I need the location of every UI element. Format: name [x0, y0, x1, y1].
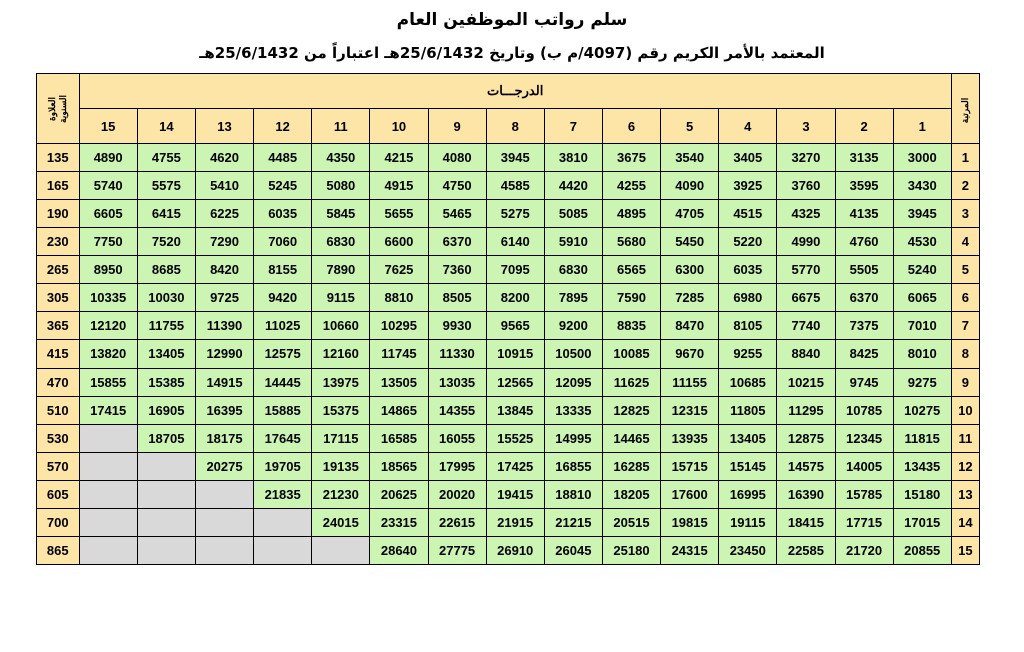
salary-cell: 5845 [312, 200, 370, 228]
salary-cell: 4325 [777, 200, 835, 228]
rank-header [951, 74, 979, 144]
salary-cell: 5220 [719, 228, 777, 256]
salary-cell: 20515 [602, 508, 660, 536]
salary-cell: 19705 [254, 452, 312, 480]
allowance-cell: 605 [37, 480, 80, 508]
rank-cell: 10 [951, 396, 979, 424]
salary-cell: 9115 [312, 284, 370, 312]
salary-cell: 6140 [486, 228, 544, 256]
grade-header-12: 12 [254, 109, 312, 144]
salary-cell: 15180 [893, 480, 951, 508]
salary-cell: 7060 [254, 228, 312, 256]
salary-cell: 5680 [602, 228, 660, 256]
salary-cell: 9200 [544, 312, 602, 340]
salary-cell: 5245 [254, 172, 312, 200]
salary-cell: 3270 [777, 144, 835, 172]
grade-numbers-row [37, 109, 980, 144]
salary-cell: 11755 [137, 312, 195, 340]
salary-cell: 13435 [893, 452, 951, 480]
salary-cell: 15715 [661, 452, 719, 480]
salary-cell: 19115 [719, 508, 777, 536]
empty-cell [79, 536, 137, 564]
salary-cell: 5655 [370, 200, 428, 228]
salary-cell: 12565 [486, 368, 544, 396]
table-row [37, 228, 980, 256]
table-row [37, 312, 980, 340]
salary-cell: 23315 [370, 508, 428, 536]
salary-cell: 5410 [195, 172, 253, 200]
table-row [37, 452, 980, 480]
salary-cell: 4750 [428, 172, 486, 200]
grade-header-4: 4 [719, 109, 777, 144]
salary-cell: 14355 [428, 396, 486, 424]
salary-cell: 3760 [777, 172, 835, 200]
salary-cell: 18565 [370, 452, 428, 480]
table-row [37, 200, 980, 228]
empty-cell [79, 452, 137, 480]
salary-cell: 9255 [719, 340, 777, 368]
salary-cell: 13405 [719, 424, 777, 452]
salary-cell: 11330 [428, 340, 486, 368]
salary-cell: 14915 [195, 368, 253, 396]
salary-cell: 21230 [312, 480, 370, 508]
salary-cell: 7740 [777, 312, 835, 340]
salary-cell: 14865 [370, 396, 428, 424]
grade-header-5: 5 [661, 109, 719, 144]
salary-cell: 3925 [719, 172, 777, 200]
salary-cell: 16285 [602, 452, 660, 480]
allowance-header-label [47, 95, 69, 123]
salary-cell: 14445 [254, 368, 312, 396]
empty-cell [79, 508, 137, 536]
salary-cell: 7360 [428, 256, 486, 284]
salary-cell: 26910 [486, 536, 544, 564]
empty-cell [137, 452, 195, 480]
salary-cell: 8835 [602, 312, 660, 340]
salary-cell: 5740 [79, 172, 137, 200]
salary-cell: 11295 [777, 396, 835, 424]
salary-cell: 5275 [486, 200, 544, 228]
table-row [37, 536, 980, 564]
salary-cell: 17715 [835, 508, 893, 536]
grade-header-6: 6 [602, 109, 660, 144]
salary-cell: 16395 [195, 396, 253, 424]
salary-cell: 6415 [137, 200, 195, 228]
salary-cell: 4585 [486, 172, 544, 200]
rank-cell: 3 [951, 200, 979, 228]
salary-cell: 17015 [893, 508, 951, 536]
salary-cell: 8950 [79, 256, 137, 284]
salary-cell: 8105 [719, 312, 777, 340]
empty-cell [79, 480, 137, 508]
salary-cell: 4890 [79, 144, 137, 172]
salary-cell: 7095 [486, 256, 544, 284]
allowance-cell: 510 [37, 396, 80, 424]
allowance-cell: 570 [37, 452, 80, 480]
salary-cell: 8425 [835, 340, 893, 368]
salary-cell: 10660 [312, 312, 370, 340]
salary-cell: 19815 [661, 508, 719, 536]
salary-cell: 12345 [835, 424, 893, 452]
grade-header-3: 3 [777, 109, 835, 144]
allowance-header-line2: السنوية [57, 94, 68, 123]
salary-cell: 12825 [602, 396, 660, 424]
salary-cell: 6675 [777, 284, 835, 312]
salary-cell: 23450 [719, 536, 777, 564]
salary-cell: 3945 [486, 144, 544, 172]
salary-cell: 19135 [312, 452, 370, 480]
table-row [37, 480, 980, 508]
salary-cell: 12575 [254, 340, 312, 368]
salary-cell: 24015 [312, 508, 370, 536]
salary-cell: 17995 [428, 452, 486, 480]
salary-cell: 16055 [428, 424, 486, 452]
salary-cell: 18175 [195, 424, 253, 452]
grade-header-10: 10 [370, 109, 428, 144]
salary-cell: 7520 [137, 228, 195, 256]
salary-cell: 25180 [602, 536, 660, 564]
salary-cell: 4620 [195, 144, 253, 172]
grade-header-7: 7 [544, 109, 602, 144]
salary-cell: 21915 [486, 508, 544, 536]
empty-cell [137, 508, 195, 536]
salary-cell: 6065 [893, 284, 951, 312]
salary-cell: 21835 [254, 480, 312, 508]
salary-cell: 12990 [195, 340, 253, 368]
salary-cell: 20275 [195, 452, 253, 480]
salary-cell: 14465 [602, 424, 660, 452]
grade-header-13: 13 [195, 109, 253, 144]
salary-cell: 13035 [428, 368, 486, 396]
salary-cell: 9930 [428, 312, 486, 340]
allowance-cell: 165 [37, 172, 80, 200]
rank-cell: 7 [951, 312, 979, 340]
salary-cell: 20625 [370, 480, 428, 508]
salary-cell: 15145 [719, 452, 777, 480]
salary-cell: 4080 [428, 144, 486, 172]
salary-cell: 10915 [486, 340, 544, 368]
grade-header-2: 2 [835, 109, 893, 144]
table-row [37, 284, 980, 312]
empty-cell [195, 480, 253, 508]
salary-cell: 6565 [602, 256, 660, 284]
rank-cell: 14 [951, 508, 979, 536]
salary-cell: 26045 [544, 536, 602, 564]
salary-cell: 4420 [544, 172, 602, 200]
salary-cell: 15885 [254, 396, 312, 424]
salary-cell: 18810 [544, 480, 602, 508]
salary-cell: 9565 [486, 312, 544, 340]
page-title: سلم رواتب الموظفين العام [396, 10, 628, 30]
grade-header-9: 9 [428, 109, 486, 144]
rank-cell: 2 [951, 172, 979, 200]
salary-cell: 4090 [661, 172, 719, 200]
salary-cell: 5575 [137, 172, 195, 200]
salary-cell: 16390 [777, 480, 835, 508]
salary-cell: 12875 [777, 424, 835, 452]
salary-cell: 27775 [428, 536, 486, 564]
salary-cell: 4515 [719, 200, 777, 228]
salary-cell: 14995 [544, 424, 602, 452]
salary-cell: 3430 [893, 172, 951, 200]
salary-cell: 5080 [312, 172, 370, 200]
salary-cell: 8505 [428, 284, 486, 312]
empty-cell [195, 508, 253, 536]
empty-cell [254, 508, 312, 536]
salary-cell: 5910 [544, 228, 602, 256]
allowance-header [37, 74, 80, 144]
table-row [37, 340, 980, 368]
salary-cell: 5450 [661, 228, 719, 256]
salary-cell: 10785 [835, 396, 893, 424]
salary-cell: 6370 [835, 284, 893, 312]
rank-cell: 8 [951, 340, 979, 368]
salary-cell: 3540 [661, 144, 719, 172]
salary-cell: 28640 [370, 536, 428, 564]
salary-cell: 13505 [370, 368, 428, 396]
table-row [37, 396, 980, 424]
salary-cell: 8420 [195, 256, 253, 284]
salary-cell: 3675 [602, 144, 660, 172]
salary-cell: 6035 [719, 256, 777, 284]
grades-header-label: الدرجـــات [486, 83, 544, 98]
salary-cell: 4135 [835, 200, 893, 228]
salary-cell: 10275 [893, 396, 951, 424]
salary-cell: 7890 [312, 256, 370, 284]
salary-cell: 11025 [254, 312, 312, 340]
salary-cell: 17415 [79, 396, 137, 424]
salary-cell: 6035 [254, 200, 312, 228]
salary-cell: 11805 [719, 396, 777, 424]
salary-cell: 10685 [719, 368, 777, 396]
salary-cell: 14575 [777, 452, 835, 480]
salary-cell: 10295 [370, 312, 428, 340]
salary-cell: 6980 [719, 284, 777, 312]
salary-cell: 4705 [661, 200, 719, 228]
table-row [37, 368, 980, 396]
table-row [37, 508, 980, 536]
salary-cell: 17645 [254, 424, 312, 452]
salary-cell: 3945 [893, 200, 951, 228]
salary-cell: 16905 [137, 396, 195, 424]
salary-cell: 4485 [254, 144, 312, 172]
salary-cell: 14005 [835, 452, 893, 480]
salary-cell: 7290 [195, 228, 253, 256]
salary-cell: 4895 [602, 200, 660, 228]
salary-cell: 13935 [661, 424, 719, 452]
allowance-cell: 700 [37, 508, 80, 536]
salary-cell: 13405 [137, 340, 195, 368]
empty-cell [312, 536, 370, 564]
salary-cell: 4530 [893, 228, 951, 256]
salary-cell: 3135 [835, 144, 893, 172]
salary-cell: 16995 [719, 480, 777, 508]
rank-cell: 1 [951, 144, 979, 172]
salary-cell: 13845 [486, 396, 544, 424]
allowance-cell: 230 [37, 228, 80, 256]
salary-cell: 8470 [661, 312, 719, 340]
salary-cell: 10030 [137, 284, 195, 312]
salary-cell: 12095 [544, 368, 602, 396]
rank-cell: 4 [951, 228, 979, 256]
rank-cell: 11 [951, 424, 979, 452]
salary-cell: 6830 [544, 256, 602, 284]
salary-cell: 4915 [370, 172, 428, 200]
salary-cell: 17425 [486, 452, 544, 480]
allowance-header-line1: العلاوة [46, 96, 57, 121]
salary-cell: 22615 [428, 508, 486, 536]
salary-cell: 13820 [79, 340, 137, 368]
salary-cell: 6605 [79, 200, 137, 228]
table-row [37, 256, 980, 284]
salary-cell: 11390 [195, 312, 253, 340]
salary-cell: 11815 [893, 424, 951, 452]
allowance-cell: 265 [37, 256, 80, 284]
allowance-cell: 135 [37, 144, 80, 172]
salary-cell: 9420 [254, 284, 312, 312]
rank-header-label: المرتبة [959, 97, 970, 124]
salary-cell: 18205 [602, 480, 660, 508]
salary-cell: 10215 [777, 368, 835, 396]
table-row [37, 172, 980, 200]
salary-cell: 15855 [79, 368, 137, 396]
salary-cell: 5770 [777, 256, 835, 284]
salary-cell: 20855 [893, 536, 951, 564]
salary-cell: 21720 [835, 536, 893, 564]
salary-cell: 5240 [893, 256, 951, 284]
salary-cell: 15375 [312, 396, 370, 424]
salary-cell: 12120 [79, 312, 137, 340]
grade-header-14: 14 [137, 109, 195, 144]
grade-header-1: 1 [893, 109, 951, 144]
empty-cell [195, 536, 253, 564]
salary-cell: 18705 [137, 424, 195, 452]
salary-cell: 5085 [544, 200, 602, 228]
salary-cell: 7625 [370, 256, 428, 284]
salary-cell: 7375 [835, 312, 893, 340]
salary-cell: 5465 [428, 200, 486, 228]
salary-cell: 8200 [486, 284, 544, 312]
salary-cell: 8155 [254, 256, 312, 284]
salary-cell: 12315 [661, 396, 719, 424]
rank-cell: 15 [951, 536, 979, 564]
salary-cell: 21215 [544, 508, 602, 536]
salary-cell: 11155 [661, 368, 719, 396]
salary-cell: 9725 [195, 284, 253, 312]
allowance-cell: 190 [37, 200, 80, 228]
salary-cell: 15785 [835, 480, 893, 508]
empty-cell [137, 536, 195, 564]
salary-cell: 4990 [777, 228, 835, 256]
salary-cell: 6830 [312, 228, 370, 256]
salary-cell: 17115 [312, 424, 370, 452]
salary-cell: 7285 [661, 284, 719, 312]
salary-cell: 7590 [602, 284, 660, 312]
salary-cell: 3405 [719, 144, 777, 172]
salary-cell: 13975 [312, 368, 370, 396]
page-subtitle: المعتمد بالأمر الكريم رقم (4097/م ب) وتاريخ 25/6/1432هـ اعتباراً من 25/6/1432هـ [199, 44, 825, 62]
salary-cell: 20020 [428, 480, 486, 508]
salary-cell: 15385 [137, 368, 195, 396]
salary-cell: 6225 [195, 200, 253, 228]
salary-cell: 10335 [79, 284, 137, 312]
rank-cell: 5 [951, 256, 979, 284]
salary-cell: 4350 [312, 144, 370, 172]
salary-cell: 9670 [661, 340, 719, 368]
salary-cell: 12160 [312, 340, 370, 368]
salary-cell: 5505 [835, 256, 893, 284]
salary-cell: 18415 [777, 508, 835, 536]
empty-cell [254, 536, 312, 564]
salary-cell: 8840 [777, 340, 835, 368]
table-row [37, 144, 980, 172]
rank-cell: 13 [951, 480, 979, 508]
salary-cell: 4215 [370, 144, 428, 172]
salary-cell: 19415 [486, 480, 544, 508]
salary-cell: 17600 [661, 480, 719, 508]
salary-cell: 3595 [835, 172, 893, 200]
salary-cell: 10500 [544, 340, 602, 368]
allowance-cell: 530 [37, 424, 80, 452]
rank-cell: 9 [951, 368, 979, 396]
salary-cell: 4255 [602, 172, 660, 200]
salary-cell: 11625 [602, 368, 660, 396]
salary-cell: 16855 [544, 452, 602, 480]
allowance-cell: 365 [37, 312, 80, 340]
grades-header [79, 74, 951, 109]
salary-cell: 24315 [661, 536, 719, 564]
empty-cell [79, 424, 137, 452]
salary-cell: 6600 [370, 228, 428, 256]
salary-cell: 9275 [893, 368, 951, 396]
table-row [37, 424, 980, 452]
salary-cell: 4755 [137, 144, 195, 172]
rank-cell: 12 [951, 452, 979, 480]
salary-cell: 16585 [370, 424, 428, 452]
salary-cell: 7750 [79, 228, 137, 256]
salary-cell: 8010 [893, 340, 951, 368]
salary-cell: 7895 [544, 284, 602, 312]
grade-header-8: 8 [486, 109, 544, 144]
salary-cell: 6370 [428, 228, 486, 256]
grade-header-11: 11 [312, 109, 370, 144]
allowance-cell: 415 [37, 340, 80, 368]
salary-scale-table [36, 73, 980, 565]
salary-cell: 7010 [893, 312, 951, 340]
salary-cell: 13335 [544, 396, 602, 424]
salary-cell: 3810 [544, 144, 602, 172]
allowance-cell: 470 [37, 368, 80, 396]
salary-cell: 10085 [602, 340, 660, 368]
allowance-cell: 305 [37, 284, 80, 312]
salary-cell: 6300 [661, 256, 719, 284]
salary-cell: 9745 [835, 368, 893, 396]
salary-cell: 4760 [835, 228, 893, 256]
allowance-cell: 865 [37, 536, 80, 564]
rank-cell: 6 [951, 284, 979, 312]
salary-cell: 22585 [777, 536, 835, 564]
salary-cell: 3000 [893, 144, 951, 172]
salary-cell: 11745 [370, 340, 428, 368]
salary-cell: 8810 [370, 284, 428, 312]
salary-cell: 15525 [486, 424, 544, 452]
empty-cell [137, 480, 195, 508]
salary-cell: 8685 [137, 256, 195, 284]
grade-header-15: 15 [79, 109, 137, 144]
header-row-top [37, 74, 980, 109]
